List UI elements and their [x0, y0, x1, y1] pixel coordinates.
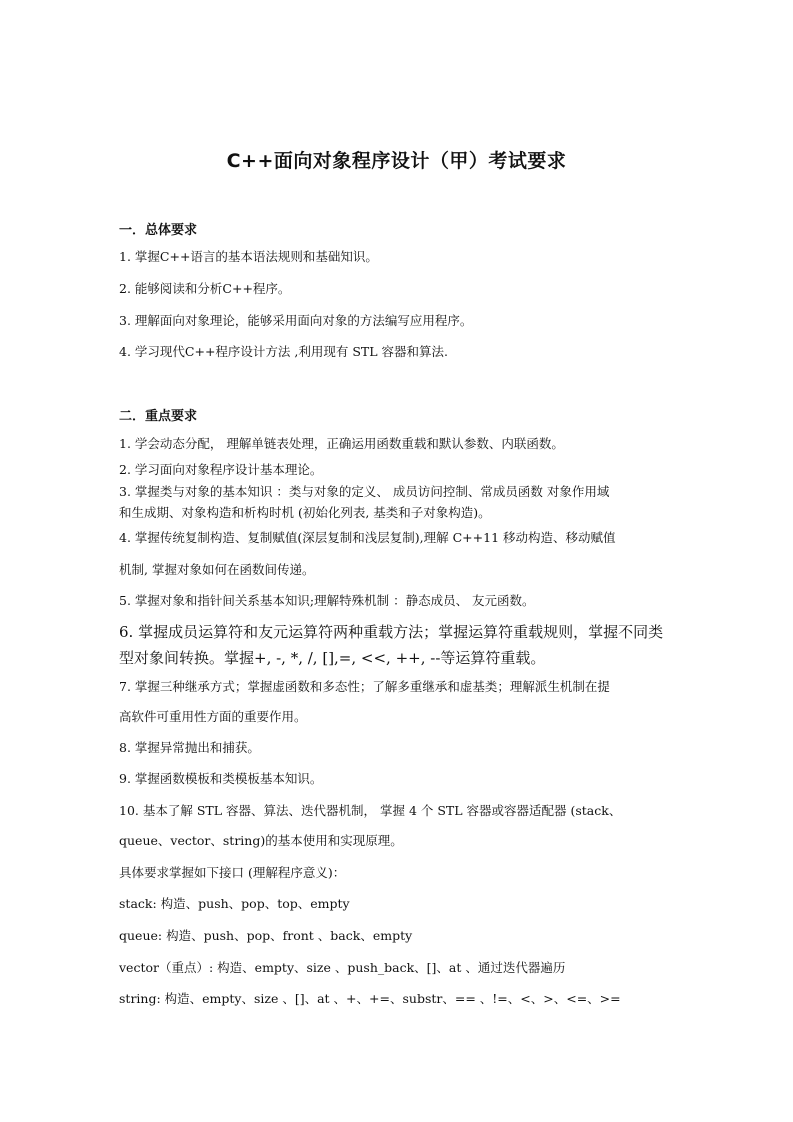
section2-item-7-line1: 7. 掌握三种继承方式；掌握虚函数和多态性；了解多重继承和虚基类；理解派生机制在提: [119, 679, 610, 694]
section2-item-10-line1: 10. 基本了解 STL 容器、算法、迭代器机制， 掌握 4 个 STL 容器或容器适配器 (stack、: [119, 803, 622, 818]
section1-item-3: 3. 理解面向对象理论，能够采用面向对象的方法编写应用程序。: [119, 313, 473, 328]
section2-item-5: 5. 掌握对象和指针间关系基本知识;理解特殊机制 ：静态成员、 友元函数。: [119, 593, 535, 608]
section2-item-2: 2. 学习面向对象程序设计基本理论。: [119, 462, 323, 477]
vector-interface: vector（重点）: 构造、empty、size 、push_back、[]、at 、通过迭代器遍历: [119, 960, 566, 975]
interface-intro: 具体要求掌握如下接口 (理解程序意义)：: [119, 865, 346, 880]
section2-item-8: 8. 掌握异常抛出和捕获。: [119, 740, 260, 755]
stack-interface: stack: 构造、push、pop、top、empty: [119, 896, 350, 911]
section2-heading: 二．重点要求: [119, 409, 198, 424]
section2-item-6-line1: 6. 掌握成员运算符和友元运算符两种重载方法；掌握运算符重载规则，掌握不同类: [119, 623, 664, 641]
queue-interface: queue: 构造、push、pop、front 、back、empty: [119, 928, 413, 943]
section2-item-6-line2: 型对象间转换。掌握+, -, *, /, [],=, <<, ++, --等运算符重载。: [119, 649, 546, 667]
section1-item-2: 2. 能够阅读和分析C++程序。: [119, 281, 291, 296]
section2-item-1: 1. 学会动态分配， 理解单链表处理，正确运用函数重载和默认参数、内联函数。: [119, 436, 564, 451]
section2-item-10-line2: queue、vector、string)的基本使用和实现原理。: [119, 833, 403, 848]
section2-item-3-line2: 和生成期、对象构造和析构时机 (初始化列表, 基类和子对象构造)。: [119, 505, 491, 520]
section2-item-4-line1: 4. 掌握传统复制构造、复制赋值(深层复制和浅层复制),理解 C++11 移动构造、移动赋值: [119, 530, 616, 545]
string-interface: string: 构造、empty、size 、[]、at 、+、+=、substr、== 、!=、<、>、<=、>=: [119, 991, 621, 1006]
section2-item-4-line2: 机制, 掌握对象如何在函数间传递。: [119, 562, 315, 577]
section1-item-1: 1. 掌握C++语言的基本语法规则和基础知识。: [119, 249, 378, 264]
section2-item-7-line2: 高软件可重用性方面的重要作用。: [119, 709, 307, 724]
section2-item-3-line1: 3. 掌握类与对象的基本知识 ：类与对象的定义、 成员访问控制、常成员函数 对象作用域: [119, 484, 610, 499]
section1-item-4: 4. 学习现代C++程序设计方法 ,利用现有 STL 容器和算法.: [119, 344, 448, 359]
section1-heading: 一．总体要求: [119, 223, 198, 238]
section2-item-9: 9. 掌握函数模板和类模板基本知识。: [119, 771, 323, 786]
page-title: C++面向对象程序设计（甲）考试要求: [226, 150, 567, 172]
